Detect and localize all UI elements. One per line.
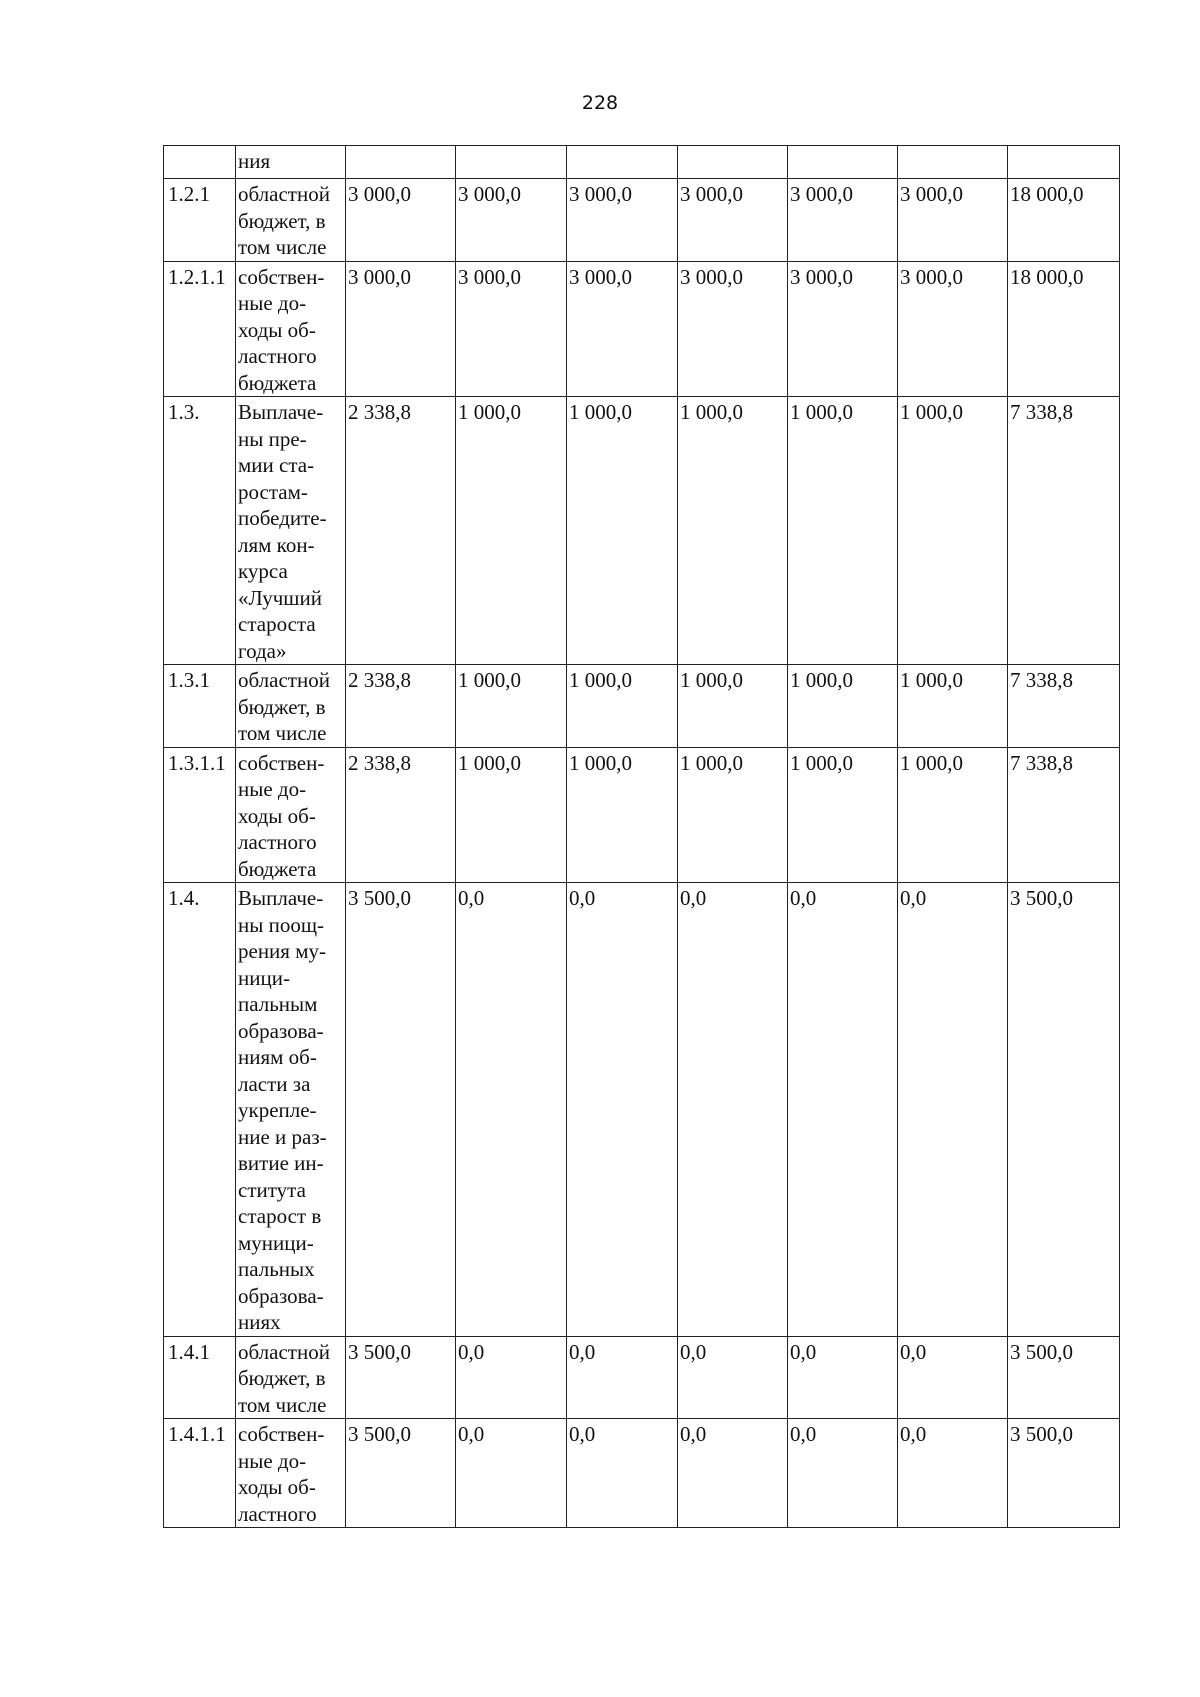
row-name-cell: Выплаче- ны поощ- рения му- ници- пальным образова- ниям об- ласти за укрепле- ние и раз- витие ин- ститута старост в муници- пальных образова- ниях: [236, 883, 346, 1337]
row-name-cell: ния: [236, 146, 346, 179]
row-value-cell: 3 000,0: [346, 261, 456, 397]
row-value-cell: 0,0: [567, 1336, 678, 1419]
row-value-cell: [678, 146, 788, 179]
row-value-cell: 3 000,0: [346, 179, 456, 262]
row-value-cell: 2 338,8: [346, 747, 456, 883]
row-value-cell: 0,0: [456, 1336, 567, 1419]
row-name-cell: собствен- ные до- ходы об- ластного бюджета: [236, 747, 346, 883]
row-value-cell: 0,0: [678, 1336, 788, 1419]
row-value-cell: [788, 146, 898, 179]
row-total-cell: 3 500,0: [1008, 883, 1120, 1337]
row-value-cell: [456, 146, 567, 179]
row-value-cell: 3 000,0: [567, 179, 678, 262]
row-value-cell: 1 000,0: [567, 747, 678, 883]
row-value-cell: 3 000,0: [678, 261, 788, 397]
row-code-cell: 1.4.1.1: [164, 1419, 236, 1528]
row-value-cell: 0,0: [567, 1419, 678, 1528]
row-total-cell: [1008, 146, 1120, 179]
table-row: [164, 747, 1120, 883]
table-row: [164, 261, 1120, 397]
row-value-cell: 1 000,0: [678, 397, 788, 665]
table-row: [164, 665, 1120, 748]
row-code-cell: 1.3.: [164, 397, 236, 665]
row-code-cell: 1.2.1.1: [164, 261, 236, 397]
row-value-cell: 0,0: [456, 883, 567, 1337]
row-value-cell: [898, 146, 1008, 179]
table-row: [164, 1419, 1120, 1528]
row-code-cell: 1.4.1: [164, 1336, 236, 1419]
row-value-cell: 0,0: [788, 1336, 898, 1419]
row-value-cell: [567, 146, 678, 179]
row-value-cell: 1 000,0: [788, 665, 898, 748]
row-name-cell: областной бюджет, в том числе: [236, 665, 346, 748]
row-value-cell: 1 000,0: [456, 747, 567, 883]
row-total-cell: 7 338,8: [1008, 747, 1120, 883]
budget-table: [163, 145, 1120, 1528]
row-name-cell: областной бюджет, в том числе: [236, 179, 346, 262]
row-value-cell: 1 000,0: [456, 665, 567, 748]
row-name-cell: собствен- ные до- ходы об- ластного: [236, 1419, 346, 1528]
row-value-cell: 3 000,0: [788, 179, 898, 262]
row-value-cell: 3 000,0: [456, 179, 567, 262]
row-value-cell: 1 000,0: [567, 665, 678, 748]
row-value-cell: 0,0: [678, 883, 788, 1337]
table-row: [164, 179, 1120, 262]
table-row: [164, 1336, 1120, 1419]
row-total-cell: 7 338,8: [1008, 665, 1120, 748]
row-value-cell: 0,0: [788, 883, 898, 1337]
row-value-cell: 1 000,0: [788, 397, 898, 665]
row-value-cell: 1 000,0: [456, 397, 567, 665]
row-value-cell: [346, 146, 456, 179]
row-value-cell: 2 338,8: [346, 397, 456, 665]
row-name-cell: собствен- ные до- ходы об- ластного бюджета: [236, 261, 346, 397]
row-name-cell: Выплаче- ны пре- мии ста- ростам- победите- лям кон- курса «Лучший староста года»: [236, 397, 346, 665]
row-total-cell: 18 000,0: [1008, 179, 1120, 262]
row-value-cell: 0,0: [567, 883, 678, 1337]
row-value-cell: 3 000,0: [567, 261, 678, 397]
row-code-cell: 1.4.: [164, 883, 236, 1337]
table-body: [164, 146, 1120, 1528]
row-value-cell: 3 000,0: [788, 261, 898, 397]
row-value-cell: 3 500,0: [346, 1336, 456, 1419]
row-value-cell: 0,0: [898, 883, 1008, 1337]
row-value-cell: 3 000,0: [678, 179, 788, 262]
row-total-cell: 18 000,0: [1008, 261, 1120, 397]
row-total-cell: 3 500,0: [1008, 1419, 1120, 1528]
table-row: [164, 397, 1120, 665]
row-value-cell: 1 000,0: [678, 747, 788, 883]
row-code-cell: 1.2.1: [164, 179, 236, 262]
row-code-cell: [164, 146, 236, 179]
row-value-cell: 3 000,0: [898, 261, 1008, 397]
row-value-cell: 3 000,0: [456, 261, 567, 397]
row-value-cell: 1 000,0: [788, 747, 898, 883]
row-total-cell: 3 500,0: [1008, 1336, 1120, 1419]
row-value-cell: 0,0: [456, 1419, 567, 1528]
row-total-cell: 7 338,8: [1008, 397, 1120, 665]
row-value-cell: 1 000,0: [567, 397, 678, 665]
row-value-cell: 1 000,0: [898, 665, 1008, 748]
row-value-cell: 2 338,8: [346, 665, 456, 748]
row-value-cell: 1 000,0: [678, 665, 788, 748]
row-value-cell: 0,0: [898, 1419, 1008, 1528]
table-row: [164, 146, 1120, 179]
page-number: 228: [581, 92, 619, 114]
table-row: [164, 883, 1120, 1337]
row-value-cell: 0,0: [678, 1419, 788, 1528]
row-value-cell: 0,0: [898, 1336, 1008, 1419]
row-code-cell: 1.3.1: [164, 665, 236, 748]
row-value-cell: 0,0: [788, 1419, 898, 1528]
row-code-cell: 1.3.1.1: [164, 747, 236, 883]
row-name-cell: областной бюджет, в том числе: [236, 1336, 346, 1419]
row-value-cell: 1 000,0: [898, 397, 1008, 665]
row-value-cell: 3 500,0: [346, 1419, 456, 1528]
row-value-cell: 3 000,0: [898, 179, 1008, 262]
row-value-cell: 1 000,0: [898, 747, 1008, 883]
row-value-cell: 3 500,0: [346, 883, 456, 1337]
